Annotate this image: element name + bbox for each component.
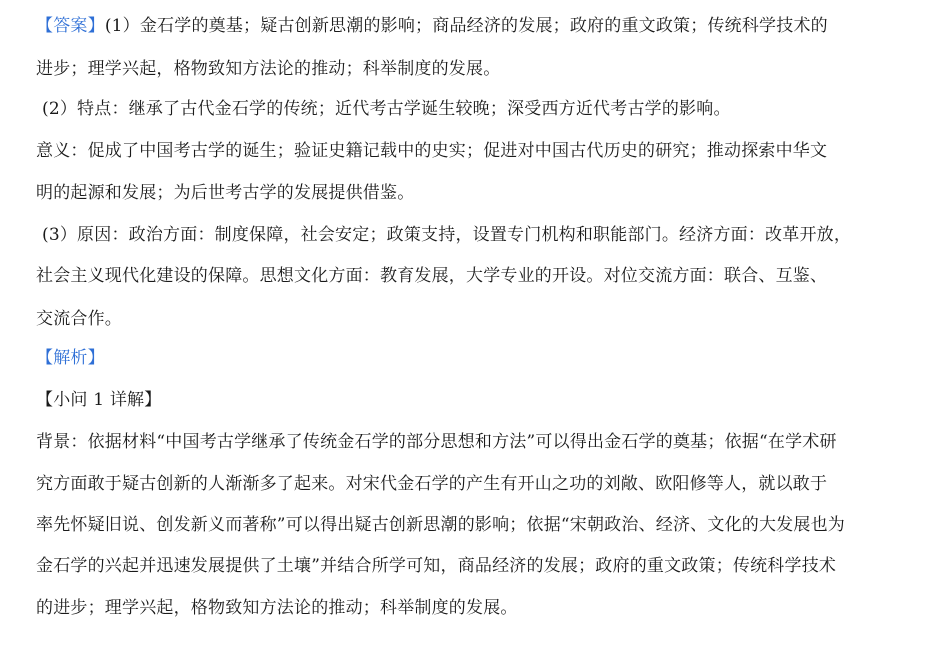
analysis-tag-text: 【解析】 (36, 348, 105, 368)
analysis-line-4: 金石学的兴起并迅速发展提供了土壤”并结合所学可知，商品经济的发展；政府的重文政策；传统科学技术 (36, 556, 837, 576)
answer-q1-text-1: (1）金石学的奠基；疑古创新思潮的影响；商品经济的发展；政府的重文政策；传统科学技术的 (104, 16, 828, 36)
answer-q3-line-3: 交流合作。 (36, 309, 122, 329)
answer-q1-line-1 (36, 14, 894, 38)
answer-q2-line-1: (2）特点：继承了古代金石学的传统；近代考古学诞生较晚；深受西方近代考古学的影响。 (42, 99, 731, 119)
analysis-tag (36, 346, 894, 370)
answer-q1-line-2: 进步；理学兴起，格物致知方法论的推动；科举制度的发展。 (36, 59, 501, 79)
sub-question-heading (36, 388, 894, 412)
analysis-line-1: 背景：依据材料“中国考古学继承了传统金石学的部分思想和方法”可以得出金石学的奠基；依据“在学术研 (36, 432, 837, 452)
analysis-line-5: 的进步；理学兴起，格物致知方法论的推动；科举制度的发展。 (36, 598, 518, 618)
analysis-line-2: 究方面敢于疑古创新的人渐渐多了起来。对宋代金石学的产生有开山之功的刘敞、欧阳修等人，就以敢于 (36, 474, 828, 494)
answer-tag: 【答案】 (36, 16, 105, 36)
answer-q3-line-1: (3）原因：政治方面：制度保障，社会安定；政策支持，设置专门机构和职能部门。经济方面：改革开放， (42, 225, 852, 245)
sub-question-tag-text: 【小问 1 详解】 (36, 390, 162, 410)
answer-q3-line-2: 社会主义现代化建设的保障。思想文化方面：教育发展，大学专业的开设。对位交流方面：联合、互鉴、 (36, 266, 828, 286)
answer-q2-line-2: 意义：促成了中国考古学的诞生；验证史籍记载中的史实；促进对中国古代历史的研究；推动探索中华文 (36, 141, 828, 161)
answer-q2-line-3: 明的起源和发展；为后世考古学的发展提供借鉴。 (36, 183, 415, 203)
analysis-line-3: 率先怀疑旧说、创发新义而著称”可以得出疑古创新思潮的影响；依据“宋朝政治、经济、文化的大发展也为 (36, 515, 845, 535)
